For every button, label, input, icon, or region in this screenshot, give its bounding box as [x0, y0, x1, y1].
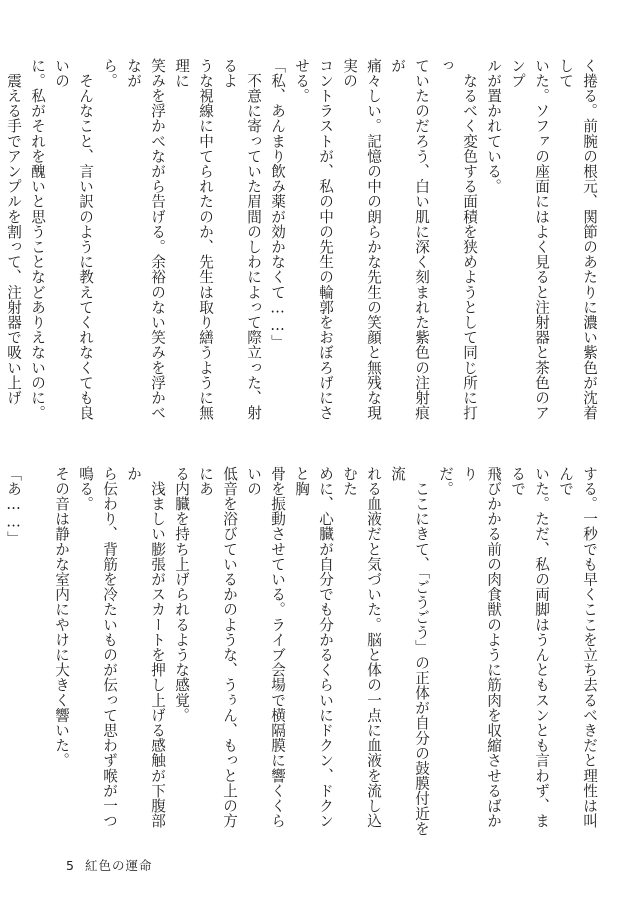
- lower-text-block: [5, 466, 601, 841]
- page-number: 5: [66, 858, 75, 873]
- text-line: 骨を振動させている。ライブ会場で横隔膜に響くくらいの: [245, 466, 286, 829]
- text-line: 笑みを浮かべながら告げる。余裕のない笑みを浮かべなが: [125, 58, 166, 421]
- page-footer: [66, 856, 162, 874]
- text-line: 低音を浴びているかのような、うぅん、もっと上の方にあ: [197, 466, 238, 829]
- text-line: 飛びかかる前の肉食獣のように筋肉を収縮させるばかり: [461, 466, 502, 829]
- text-line: く捲る。前腕の根元、関節のあたりに濃い紫色が沈着して: [557, 58, 598, 421]
- text-line: ら伝わり、背筋を冷たいものが伝って思わず喉が一つ鳴る。: [77, 466, 118, 829]
- text-line: その音は静かな室内にやけに大きく響いた。: [53, 466, 70, 768]
- text-line: 震える手でアンプルを割って、注射器で吸い上げ: [5, 73, 22, 406]
- text-line: 「私、あんまり飲み薬が効かなくて……」: [269, 58, 286, 350]
- text-line: めに、心臓が自分でも分かるくらいにドクン、ドクンと胸: [293, 466, 334, 829]
- text-line: ここにきて、「ごうごう」の正体が自分の鼓膜付近を流: [389, 466, 430, 837]
- text-line: なるべく変色する面積を狭めようとして同じ所に打っ: [437, 58, 478, 421]
- text-line: いた。ソファの座面にはよく見ると注射器と茶色のアンプ: [509, 58, 550, 421]
- text-line: れる血液だと気づいた。脳と体の一点に血液を流し込むた: [341, 466, 382, 829]
- text-line: に。私がそれを醜いと思うことなどありえないのに。: [29, 58, 46, 421]
- upper-text-block: [5, 58, 601, 433]
- text-line: 浅ましい膨張がスカートを押し上げる感触が下腹部か: [125, 466, 166, 829]
- text-line: 「あ……」: [5, 466, 22, 547]
- text-line: コントラストが、私の中の先生の輪郭をおぼろげにさせる。: [293, 58, 334, 421]
- text-line: だ。: [437, 466, 454, 497]
- text-line: うな視線に中てられたのか、先生は取り繕うように無理に: [173, 58, 214, 421]
- text-line: [25, 466, 49, 841]
- text-line: する。一秒でも早くここを立ち去るべきだと理性は叫んで: [557, 466, 598, 829]
- text-line: 痛々しい。記憶の中の朗らかな先生の笑顔と無残な現実の: [341, 58, 382, 421]
- text-line: 不意に寄っていた眉間のしわによって際立った、射るよ: [221, 58, 262, 421]
- text-line: いた。ただ、私の両脚はうんともスンとも言わず、まるで: [509, 466, 550, 829]
- text-line: ら。: [101, 58, 118, 89]
- running-title: 紅色の運命: [84, 858, 153, 873]
- text-line: ルが置かれている。: [485, 58, 502, 194]
- text-line: そんなこと、言い訳のように教えてくれなくても良いの: [53, 58, 94, 421]
- text-line: ていたのだろう、白い肌に深く刻まれた紫色の注射痕が: [389, 58, 430, 421]
- text-line: る内臓を持ち上げられるような感覚。: [173, 466, 190, 723]
